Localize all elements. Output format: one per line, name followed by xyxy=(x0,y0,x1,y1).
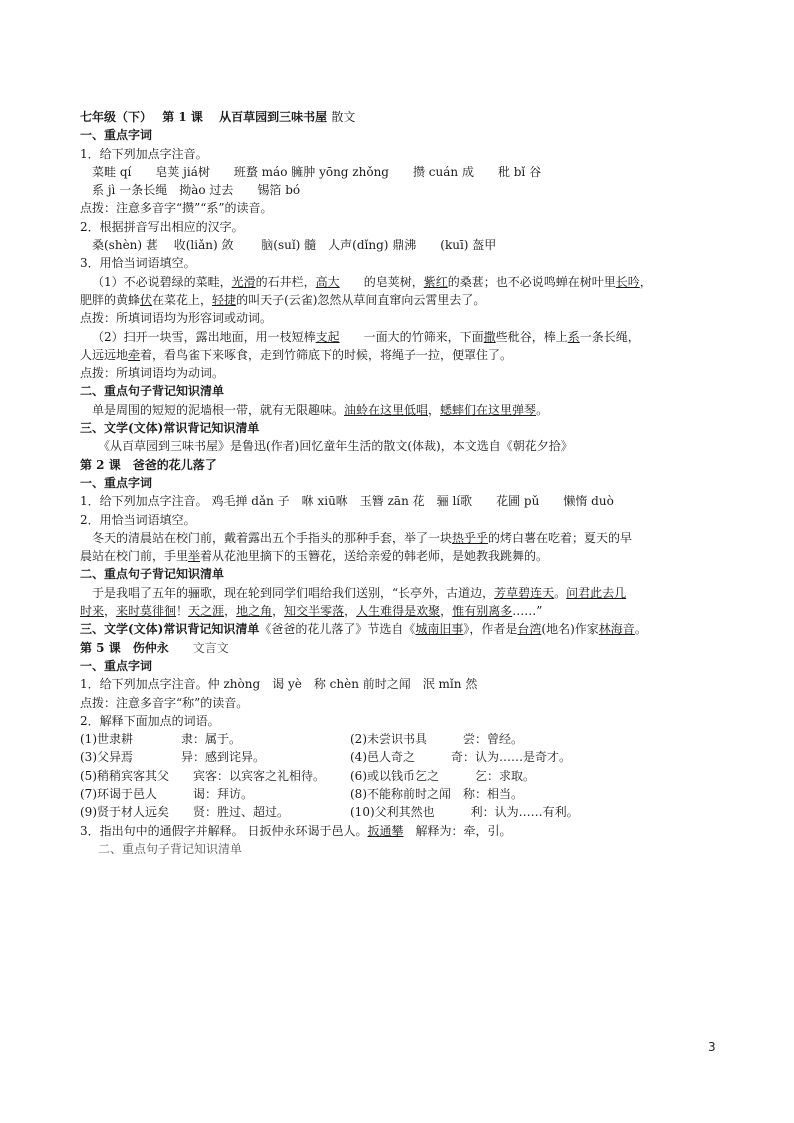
literature-note: 三、文学(文体)常识背记知识清单《爸爸的花儿落了》节选自《城南旧事》，作者是台湾(地名)作家林海音。 xyxy=(80,622,647,637)
answer: 撒 xyxy=(483,329,496,344)
question: 2．根据拼音写出相应的汉字。 xyxy=(80,219,244,234)
definition: (1)世隶耕 隶：属于。 xyxy=(80,732,241,747)
definitions-table xyxy=(80,730,740,821)
section-heading: 一、重点字词 xyxy=(80,128,153,143)
answer: 长吟 xyxy=(615,274,640,289)
literature-note: 《从百草园到三味书屋》是鲁迅(作者)回忆童年生活的散文(体裁)，本文选自《朝花夕拾》 xyxy=(98,439,573,454)
definition: (9)贤于材人远矣 贤：胜过、超过。 xyxy=(80,805,289,820)
answer: 光滑 xyxy=(231,274,256,289)
answer: 系 xyxy=(567,329,580,344)
answer: 支起 xyxy=(315,329,340,344)
answer: 热乎乎 xyxy=(452,530,489,545)
document-body xyxy=(80,108,740,856)
key-sentence: 于是我唱了五年的骊歌，现在轮到同学们唱给我们送别，“长亭外，古道边，芳草碧连天。问君此去几 xyxy=(92,585,627,600)
section-heading: 二、重点句子背记知识清单 xyxy=(80,384,225,399)
question: 3．指出句中的通假字并解释。 日扳仲永环谒于邑人。扳通攀 解释为：牵，引。 xyxy=(80,823,512,838)
lesson2-title: 第 2 课 爸爸的花儿落了 xyxy=(80,457,217,472)
tip: 点拨：注意多音字“称”的读音。 xyxy=(80,695,249,710)
definition: (7)环谒于邑人 谒：拜访。 xyxy=(80,786,253,801)
section-heading: 三、文学(文体)常识背记知识清单 xyxy=(80,421,260,436)
pinyin-row: 菜畦 qí 皂荚 jiá树 班蝥 máo 臃肿 yōng zhǒng 攒 cuán 成 秕 bǐ 谷 xyxy=(92,164,542,179)
answer: 紫红 xyxy=(423,274,448,289)
fill-blank-line: 冬天的清晨站在校门前，戴着露出五个手指头的那种手套，举了一块热乎乎的烤白薯在吃着；夏天的早 xyxy=(92,530,633,545)
definition: (5)稍稍宾客其父 宾客：以宾客之礼相待。 xyxy=(80,768,325,783)
hanzi-row: 桑(shèn) 葚 收(liǎn) 敛 脑(suǐ) 髓 人声(dǐng) 鼎沸 (kuī) 盔甲 xyxy=(92,238,497,253)
definition: (3)父异焉 异：感到诧异。 xyxy=(80,750,265,765)
answer: 高大 xyxy=(315,274,340,289)
fill-blank-line: （1）不必说碧绿的菜畦，光滑的石井栏，高大 的皂荚树，紫红的桑葚；也不必说鸣蝉在树叶里长吟， xyxy=(92,274,652,289)
section-heading: 一、重点字词 xyxy=(80,475,153,490)
question: 2．解释下面加点的词语。 xyxy=(80,713,220,728)
tip: 点拨：所填词语均为动词。 xyxy=(80,366,225,381)
key-sentence: 时来，来时莫徘徊！天之涯，地之角，知交半零落，人生难得是欢聚，惟有别离多……” xyxy=(80,604,543,619)
question: 2．用恰当词语填空。 xyxy=(80,512,196,527)
fill-blank-line: 人远远地牵着，看鸟雀下来啄食，走到竹筛底下的时候，将绳子一拉，便罩住了。 xyxy=(80,347,513,362)
question: 3．用恰当词语填空。 xyxy=(80,256,196,271)
fill-blank-line: 晨站在校门前，手里举着从花池里摘下的玉簪花，送给亲爱的韩老师，是她教我跳舞的。 xyxy=(80,549,549,564)
answer: 伏 xyxy=(140,292,153,307)
tip: 点拨：所填词语均为形容词或动词。 xyxy=(80,311,273,326)
lesson1-title: 七年级（下） 第 1 课 从百草园到三味书屋 散文 xyxy=(80,110,356,124)
lesson5-title: 第 5 课 伤仲永 文言文 xyxy=(80,640,229,655)
definition: (10)父利其然也 利：认为……有利。 xyxy=(350,805,579,820)
section-heading: 二、重点句子背记知识清单 xyxy=(80,567,225,582)
question: 1．给下列加点字注音。 鸡毛掸 dǎn 子 咻 xiū咻 玉簪 zān 花 骊 lí歌 花圃 pǔ 懒惰 duò xyxy=(80,494,614,509)
fill-blank-line: 肥胖的黄蜂伏在菜花上，轻捷的叫天子(云雀)忽然从草间直窜向云霄里去了。 xyxy=(80,292,486,307)
definition: (8)不能称前时之闻 称：相当。 xyxy=(350,786,523,801)
section-heading: 一、重点字词 xyxy=(80,658,153,673)
question: 1．给下列加点字注音。 xyxy=(80,146,208,161)
question: 1．给下列加点字注音。仲 zhòng 谒 yè 称 chèn 前时之闻 泯 mǐn 然 xyxy=(80,677,478,692)
answer: 扳通攀 xyxy=(367,823,404,838)
definition: (4)邑人奇之 奇：认为……是奇才。 xyxy=(350,750,571,765)
fill-blank-line: （2）扫开一块雪，露出地面，用一枝短棒支起 一面大的竹筛来，下面撒些秕谷，棒上系一条长绳， xyxy=(92,329,640,344)
definition: (6)或以钱币乞之 乞：求取。 xyxy=(350,768,535,783)
answer: 轻捷 xyxy=(212,292,237,307)
key-sentence: 单是周围的短短的泥墙根一带，就有无限趣味。油蛉在这里低唱，蟋蟀们在这里弹琴。 xyxy=(92,402,549,417)
truncated-line: 二、重点句子背记知识清单 xyxy=(98,841,243,856)
page-number: 3 xyxy=(708,1040,716,1054)
definition: (2)未尝识书具 尝：曾经。 xyxy=(350,732,523,747)
answer: 举 xyxy=(188,549,201,564)
answer: 牵 xyxy=(128,347,141,362)
tip: 点拨：注意多音字“攒”“系”的读音。 xyxy=(80,201,273,216)
pinyin-row: 系 jì 一条长绳 拗ào 过去 锡箔 bó xyxy=(92,183,301,198)
